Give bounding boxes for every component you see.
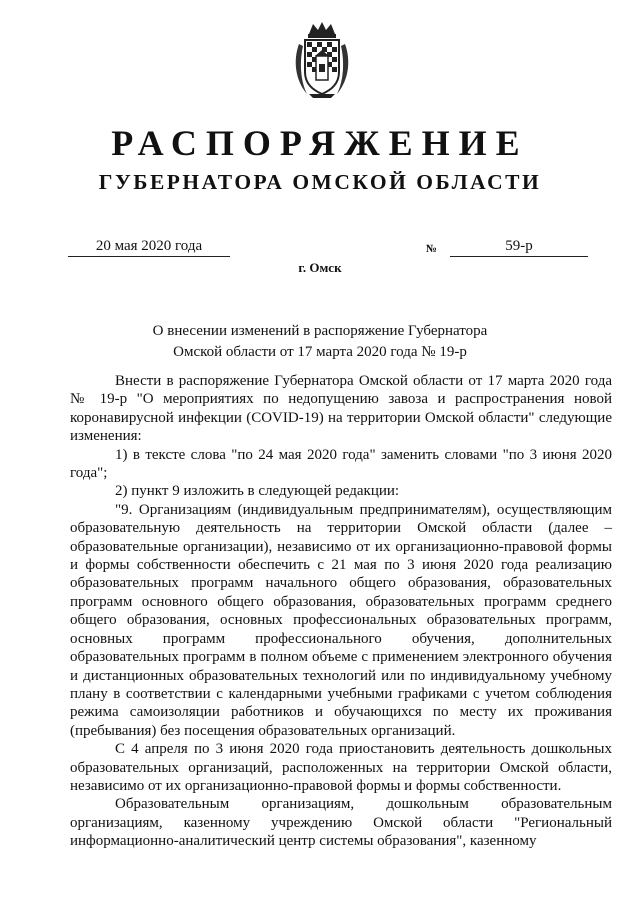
document-city: г. Омск xyxy=(298,260,342,275)
paragraph-5: С 4 апреля по 3 июня 2020 года приостановить деятельность дошкольных образовательных организаций, расположенных на территории Омской области, независимо от их организационно-правовой формы и формы собственности. xyxy=(70,741,612,794)
omsk-coat-of-arms-icon xyxy=(291,20,353,100)
paragraph-4: "9. Организациям (индивидуальным предпринимателям), осуществляющим образовательную деятельность на территории Омской области (далее – образовательные организации), независимо от их организационно-правовой формы и формы собственности обеспечить с 21 мая по 3 июня 2020 года реализацию образовательных программ начального общего образования, образовательных программ основного общего образования, образовательных программ среднего общего образования, основных профессиональных образовательных программ, основных программ профессионального обучения, дополнительных образовательных программ в полном объеме с применением электронного обучения и дистанционных образовательных технологий или по индивидуальному учебному плану в соответствии с календарными учебными графиками с учетом соблюдения режима самоизоляции работников и обучающихся по месту их проживания (пребывания) без посещения образовательных организаций. xyxy=(70,501,612,739)
paragraph-1: Внести в распоряжение Губернатора Омской области от 17 марта 2020 года № 19-р "О мероприятиях по недопущению завоза и распространения новой коронавирусной инфекции (COVID-19) на территории Омской области" следующие изменения: xyxy=(70,373,612,445)
document-title: РАСПОРЯЖЕНИЕ xyxy=(111,123,529,163)
document-body xyxy=(70,372,612,851)
document-heading xyxy=(0,321,640,363)
number-sign: № xyxy=(426,243,438,255)
heading-line-2: Омской области от 17 марта 2020 года № 19-р xyxy=(173,344,467,360)
number-value: 59-р xyxy=(450,236,588,257)
document-date: 20 мая 2020 года xyxy=(68,236,230,257)
document-subtitle: ГУБЕРНАТОРА ОМСКОЙ ОБЛАСТИ xyxy=(98,170,542,194)
paragraph-2: 1) в тексте слова "по 24 мая 2020 года" заменить словами "по 3 июня 2020 года"; xyxy=(70,446,612,482)
heading-line-1: О внесении изменений в распоряжение Губернатора xyxy=(152,323,488,339)
paragraph-6: Образовательным организациям, дошкольным образовательным организациям, казенному учреждению Омской области "Региональный информационно-аналитический центр системы образования", казенному xyxy=(70,796,612,850)
paragraph-3: 2) пункт 9 изложить в следующей редакции: xyxy=(115,483,400,500)
